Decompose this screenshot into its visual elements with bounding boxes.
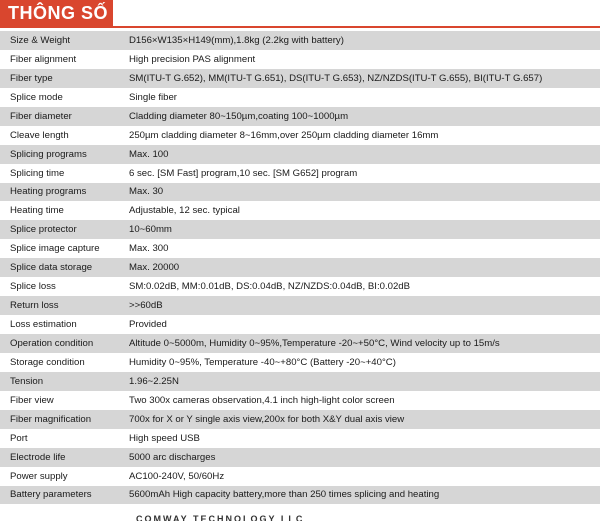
spec-label: Return loss xyxy=(10,300,59,312)
spec-row xyxy=(0,50,600,69)
spec-label: Splice data storage xyxy=(10,262,93,274)
spec-row xyxy=(0,107,600,126)
spec-row xyxy=(0,372,600,391)
spec-row xyxy=(0,239,600,258)
spec-row xyxy=(0,183,600,202)
spec-label: Splice protector xyxy=(10,224,77,236)
spec-value: Two 300x cameras observation,4.1 inch high-light color screen xyxy=(129,394,395,406)
spec-value: 700x for X or Y single axis view,200x for both X&Y dual axis view xyxy=(129,413,405,425)
spec-label: Splice loss xyxy=(10,281,56,293)
spec-label: Fiber alignment xyxy=(10,53,77,65)
spec-value: 5600mAh High capacity battery,more than 250 times splicing and heating xyxy=(129,489,440,501)
spec-label: Heating programs xyxy=(10,186,87,198)
spec-value: 1.96~2.25N xyxy=(129,375,179,387)
spec-row xyxy=(0,353,600,372)
header-tab xyxy=(0,0,113,28)
spec-label: Fiber view xyxy=(10,394,54,406)
spec-row xyxy=(0,69,600,88)
spec-label: Fiber diameter xyxy=(10,110,72,122)
spec-value: Max. 300 xyxy=(129,243,169,255)
spec-label: Splice mode xyxy=(10,91,63,103)
spec-row xyxy=(0,391,600,410)
spec-value: >>60dB xyxy=(129,300,163,312)
spec-row xyxy=(0,315,600,334)
spec-row xyxy=(0,467,600,486)
spec-value: D156×W135×H149(mm),1.8kg (2.2kg with battery) xyxy=(129,34,344,46)
spec-row xyxy=(0,448,600,467)
footer-company-name: COMWAY TECHNOLOGY LLC xyxy=(136,514,305,521)
spec-value: High speed USB xyxy=(129,432,200,444)
spec-value: Single fiber xyxy=(129,91,177,103)
header-underline xyxy=(113,26,600,28)
spec-value: 10~60mm xyxy=(129,224,172,236)
spec-row xyxy=(0,31,600,50)
spec-label: Operation condition xyxy=(10,337,94,349)
spec-row xyxy=(0,486,600,505)
spec-value: Max. 30 xyxy=(129,186,164,198)
spec-label: Splice image capture xyxy=(10,243,100,255)
spec-table xyxy=(0,31,600,504)
spec-value: Provided xyxy=(129,319,167,331)
spec-row xyxy=(0,164,600,183)
spec-row xyxy=(0,201,600,220)
spec-label: Fiber magnification xyxy=(10,413,92,425)
spec-row xyxy=(0,410,600,429)
spec-value: SM(ITU-T G.652), MM(ITU-T G.651), DS(ITU-T G.653), NZ/NZDS(ITU-T G.655), BI(ITU-T G.657) xyxy=(129,72,543,84)
spec-value: SM:0.02dB, MM:0.01dB, DS:0.04dB, NZ/NZDS:0.04dB, BI:0.02dB xyxy=(129,281,411,293)
spec-row xyxy=(0,277,600,296)
spec-value: Max. 100 xyxy=(129,148,169,160)
spec-label: Loss estimation xyxy=(10,319,77,331)
spec-label: Heating time xyxy=(10,205,64,217)
section-header xyxy=(0,0,600,28)
spec-label: Cleave length xyxy=(10,129,69,141)
spec-label: Electrode life xyxy=(10,451,66,463)
spec-value: 5000 arc discharges xyxy=(129,451,216,463)
spec-label: Size & Weight xyxy=(10,34,71,46)
spec-label: Port xyxy=(10,432,28,444)
spec-value: Cladding diameter 80~150µm,coating 100~1000µm xyxy=(129,110,349,122)
spec-label: Power supply xyxy=(10,470,68,482)
spec-value: 6 sec. [SM Fast] program,10 sec. [SM G652] program xyxy=(129,167,358,179)
section-title: THÔNG SỐ xyxy=(8,3,109,23)
spec-label: Storage condition xyxy=(10,356,85,368)
spec-value: Altitude 0~5000m, Humidity 0~95%,Temperature -20~+50°C, Wind velocity up to 15m/s xyxy=(129,337,500,349)
spec-label: Battery parameters xyxy=(10,489,92,501)
spec-value: High precision PAS alignment xyxy=(129,53,256,65)
spec-row xyxy=(0,126,600,145)
spec-value: Max. 20000 xyxy=(129,262,180,274)
spec-row xyxy=(0,145,600,164)
spec-row xyxy=(0,296,600,315)
spec-value: Humidity 0~95%, Temperature -40~+80°C (Battery -20~+40°C) xyxy=(129,356,396,368)
spec-label: Splicing time xyxy=(10,167,65,179)
spec-row xyxy=(0,258,600,277)
spec-value: Adjustable, 12 sec. typical xyxy=(129,205,240,217)
spec-label: Tension xyxy=(10,375,44,387)
spec-row xyxy=(0,334,600,353)
spec-value: 250µm cladding diameter 8~16mm,over 250µm cladding diameter 16mm xyxy=(129,129,439,141)
spec-row xyxy=(0,429,600,448)
spec-row xyxy=(0,220,600,239)
spec-value: AC100-240V, 50/60Hz xyxy=(129,470,225,482)
spec-label: Splicing programs xyxy=(10,148,87,160)
spec-row xyxy=(0,88,600,107)
spec-label: Fiber type xyxy=(10,72,53,84)
